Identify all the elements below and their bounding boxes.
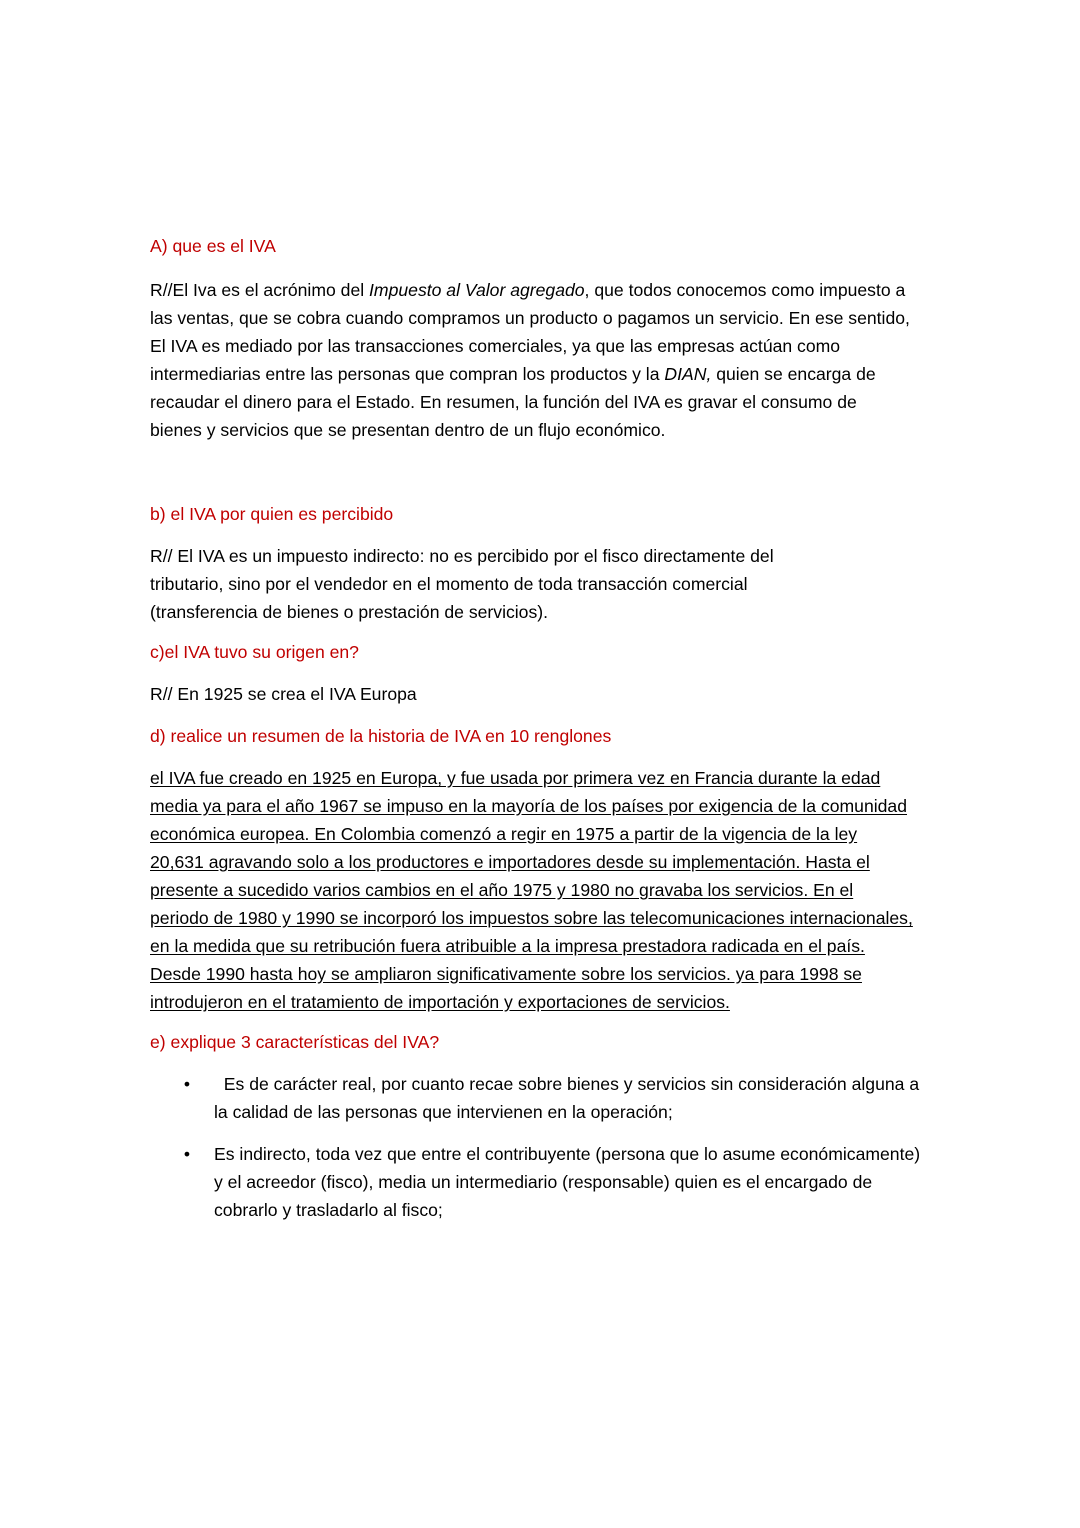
question-b: b) el IVA por quien es percibido: [150, 504, 394, 524]
list-item: [150, 1070, 925, 1126]
question-d: d) realice un resumen de la historia de IVA en 10 renglones: [150, 726, 612, 746]
bullet-icon: •: [183, 1074, 191, 1094]
document-body: [150, 232, 925, 1224]
answer-a-middle: , que todos conocemos como impuesto a las ventas, que se cobra cuando compramos un producto o pagamos un servicio. En ese sentido, El IVA es mediado por las transacciones comerciales, ya que las empresas actúan como intermediarias entre las personas que compran los productos y la: [150, 280, 910, 384]
list-item: [150, 1140, 925, 1224]
answer-a-suffix: quien se encarga de recaudar el dinero para el Estado. En resumen, la función del IVA es gravar el consumo de bienes y servicios que se presentan dentro de un flujo económico.: [150, 364, 876, 440]
bullet-icon: •: [183, 1144, 191, 1164]
answer-c: R// En 1925 se crea el IVA Europa: [150, 684, 417, 704]
answer-a-dian: DIAN,: [664, 364, 712, 384]
answer-a: [150, 276, 912, 444]
list-item-text: Es de carácter real, por cuanto recae sobre bienes y servicios sin consideración alguna a la calidad de las personas que intervienen en la operación;: [214, 1074, 925, 1122]
characteristics-list: [150, 1070, 925, 1224]
answer-b: R// El IVA es un impuesto indirecto: no es percibido por el fisco directamente del tributario, sino por el vendedor en el momento de toda transacción comercial (transferencia de bienes o prestación de servicios).: [150, 546, 774, 622]
question-a: A) que es el IVA: [150, 236, 276, 256]
list-item-text: Es indirecto, toda vez que entre el contribuyente (persona que lo asume económicamente) y el acreedor (fisco), media un intermediario (responsable) quien es el encargado de cobrarlo y trasladarlo al fisco;: [214, 1144, 921, 1220]
answer-a-prefix: R//El Iva es el acrónimo del: [150, 280, 370, 300]
answer-a-term: Impuesto al Valor agregado: [369, 280, 585, 300]
question-c: c)el IVA tuvo su origen en?: [150, 642, 359, 662]
question-e: e) explique 3 características del IVA?: [150, 1032, 440, 1052]
answer-d: el IVA fue creado en 1925 en Europa, y fue usada por primera vez en Francia durante la edad media ya para el año 1967 se impuso en la mayoría de los países por exigencia de la comunidad económica europea. En Colombia comenzó a regir en 1975 a partir de la vigencia de la ley 20,631 agravando solo a los productores e importadores desde su implementación. Hasta el presente a sucedido varios cambios en el año 1975 y 1980 no gravaba los servicios. En el periodo de 1980 y 1990 se incorporó los impuestos sobre las telecomunicaciones internacionales, en la medida que su retribución fuera atribuible a la impresa prestadora radicada en el país. Desde 1990 hasta hoy se ampliaron significativamente sobre los servicios. ya para 1998 se introdujeron en el tratamiento de importación y exportaciones de servicios.: [150, 768, 913, 1012]
